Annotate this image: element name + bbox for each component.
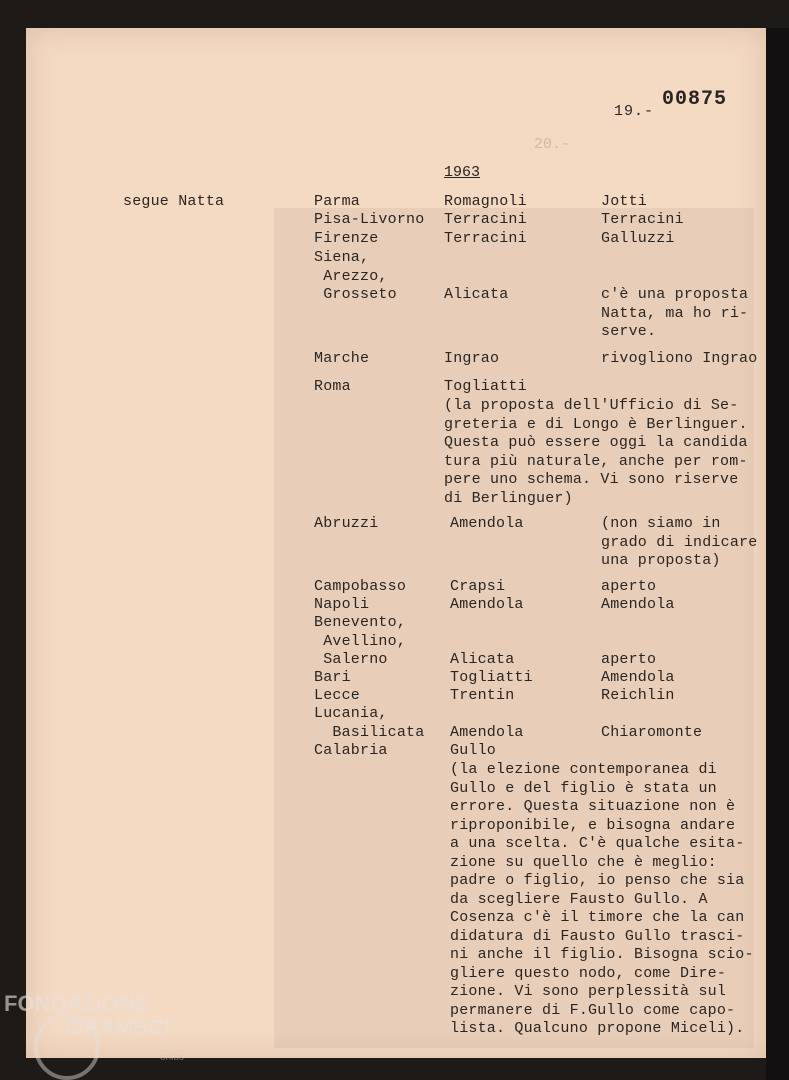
candidate-firenze-2: Galluzzi — [601, 230, 675, 247]
candidate-calabria-1: Gullo — [450, 742, 497, 759]
region-bari: Bari — [314, 669, 351, 686]
note-roma: (la proposta dell'Ufficio di Se- greteria e di Longo è Berlinguer. Questa può essere oggi la candida tura più naturale, anche per rom- pere uno schema. Vi sono riserve di Berlinguer) — [444, 397, 748, 507]
note-calabria: (la elezione contemporanea di Gullo e del figlio è stata un errore. Questa situazione non è riproponibile, e bisogna andare a una scelta. C'è qualche esita- zione su quello che è meglio: padre o figlio, io penso che sia da scegliere Fausto Gullo. A Cosenza c'è il timore che la can didatura di Fausto Gullo trasci- ni anche il figlio. Bisogna scio- gliere questo nodo, come Dire- zione. Vi sono perplessità sul permanere di F.Gullo come capo- lista. Qualcuno propone Miceli). — [450, 761, 754, 1037]
candidate-benevento-1: Alicata — [450, 651, 515, 668]
candidate-lucania-2: Chiaromonte — [601, 724, 703, 741]
candidate-lecce-2: Reichlin — [601, 687, 675, 704]
candidate-parma-1: Romagnoli — [444, 193, 527, 210]
candidate-lucania-1: Amendola — [450, 724, 524, 741]
year-heading: 1963 — [444, 164, 481, 181]
candidate-abruzzi-2: (non siamo in grado di indicare una proposta) — [601, 515, 758, 569]
candidate-lecce-1: Trentin — [450, 687, 515, 704]
region-lecce: Lecce — [314, 687, 361, 704]
region-lucania: Lucania, Basilicata — [314, 705, 425, 741]
region-abruzzi: Abruzzi — [314, 515, 379, 532]
region-pisa-livorno: Pisa-Livorno — [314, 211, 425, 228]
continuation-label: segue Natta — [123, 193, 225, 210]
candidate-abruzzi-1: Amendola — [450, 515, 524, 532]
candidate-napoli-2: Amendola — [601, 596, 675, 613]
region-campobasso: Campobasso — [314, 578, 407, 595]
region-firenze: Firenze — [314, 230, 379, 247]
candidate-parma-2: Jotti — [601, 193, 648, 210]
watermark-line2: GRAMSCI — [66, 1015, 170, 1040]
region-parma: Parma — [314, 193, 361, 210]
candidate-marche-1: Ingrao — [444, 350, 500, 367]
candidate-campobasso-1: Crapsi — [450, 578, 506, 595]
watermark-line1: FONDAZIONE — [4, 991, 150, 1016]
candidate-benevento-2: aperto — [601, 651, 657, 668]
watermark-sub: onlus — [160, 1052, 184, 1063]
region-napoli: Napoli — [314, 596, 370, 613]
region-siena: Siena, Arezzo, Grosseto — [314, 249, 397, 303]
page-number: 19.- — [614, 103, 655, 120]
candidate-siena-2: c'è una proposta Natta, ma ho ri- serve. — [601, 286, 749, 340]
document-page — [26, 28, 766, 1058]
candidate-napoli-1: Amendola — [450, 596, 524, 613]
candidate-pisa-2: Terracini — [601, 211, 684, 228]
candidate-pisa-1: Terracini — [444, 211, 527, 228]
candidate-bari-1: Togliatti — [450, 669, 533, 686]
region-benevento: Benevento, Avellino, Salerno — [314, 614, 407, 668]
candidate-siena-1: Alicata — [444, 286, 509, 303]
archive-number: 00875 — [662, 88, 728, 111]
bleed-through-text: 20.- — [534, 136, 571, 153]
region-calabria: Calabria — [314, 742, 388, 759]
region-marche: Marche — [314, 350, 370, 367]
binding-edge — [766, 28, 789, 1080]
candidate-roma-1: Togliatti — [444, 378, 527, 395]
candidate-campobasso-2: aperto — [601, 578, 657, 595]
candidate-marche-2: rivogliono Ingrao — [601, 350, 758, 367]
watermark-logo — [4, 992, 170, 1040]
candidate-bari-2: Amendola — [601, 669, 675, 686]
candidate-firenze-1: Terracini — [444, 230, 527, 247]
region-roma: Roma — [314, 378, 351, 395]
